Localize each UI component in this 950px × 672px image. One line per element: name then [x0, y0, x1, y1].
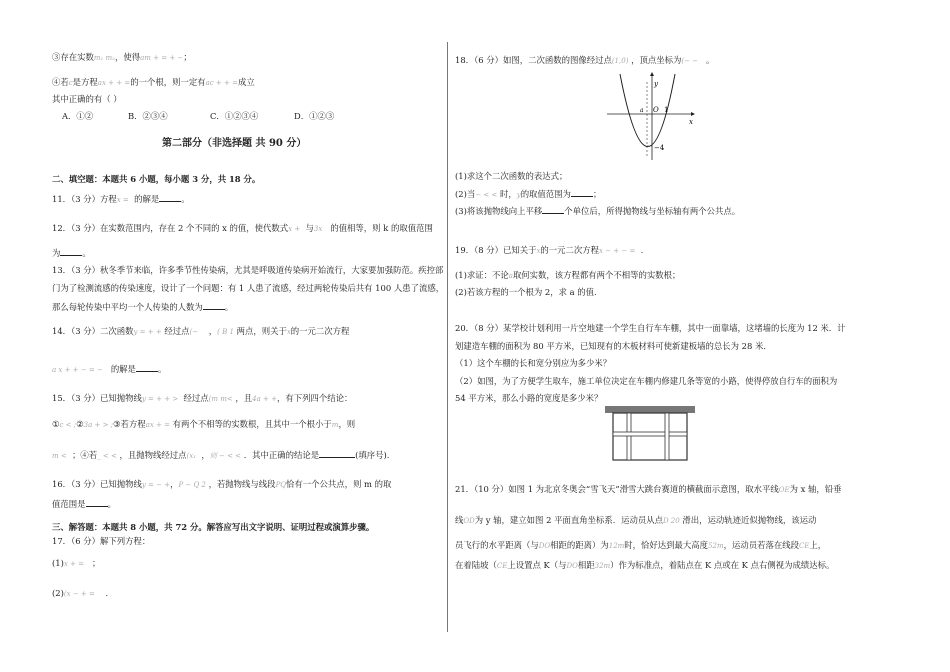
- option-c[interactable]: C．①②③④: [210, 111, 259, 121]
- answer-blank[interactable]: [571, 188, 593, 197]
- answer-blank[interactable]: [60, 247, 82, 256]
- x-axis-label: x: [689, 118, 693, 126]
- question-21-line4: 在着陆坡（CE上设置点 K（与DO相距32m）作为标准点，着陆点在 K 点或在 K 点右侧视为成绩达标。: [455, 560, 835, 570]
- question-15-line1: 15．（3 分）已知抛物线y = + + > 经过点(m m< ，且4a + +，有下列四个结论：: [52, 393, 353, 403]
- question-20-line1: 20．（8 分）某学校计划利用一片空地建一个学生自行车车棚，其中一面靠墙，这堵墙的长度为 12 米．计: [455, 323, 846, 333]
- options-row: [52, 111, 447, 122]
- section-fill-heading: 二、填空题：本题共 6 小题，每小题 3 分，共 18 分。: [52, 174, 261, 184]
- bike-shed-diagram: [605, 406, 695, 462]
- answer-blank[interactable]: [319, 449, 355, 458]
- answer-blank[interactable]: [86, 498, 108, 507]
- question-12-line1: 12．（3 分）在实数范围内，存在 2 个不同的 x 的值，使代数式x + 与3x 的值相等，则 k 的取值范围: [52, 223, 433, 233]
- column-divider: [447, 42, 448, 632]
- option-b[interactable]: B．②③④: [128, 111, 168, 121]
- question-21-line1: 21．（10 分）如图 1 为北京冬奥会“雪飞天”滑雪大跳台赛道的横截面示意图，取水平线OE为 x 轴，铅垂: [455, 484, 842, 494]
- parabola-graph: [605, 72, 695, 162]
- question-18-part1: (1)求这个二次函数的表达式；: [455, 171, 568, 181]
- a-label: a: [640, 107, 644, 114]
- question-13-line2: 门为了检测流感的传染速度，设计了一个问题：有 1 人患了流感，经过两轮传染后共有 100 人患了流感，: [52, 283, 445, 293]
- question-13-line1: 13．（3 分）秋冬季节来临，许多季节性传染病，尤其是呼吸道传染病开始流行，大家要加强防范。疾控部: [52, 265, 444, 275]
- question-12-line2: 为 。: [52, 248, 91, 258]
- question-20-part3: 54 平方米，那么小路的宽度是多少米？: [455, 393, 603, 403]
- question-19: 19．（8 分）已知关于x的一元二次方程x − + − = .: [455, 245, 644, 255]
- question-20-part2: （2）如图，为了方便学生取车，施工单位决定在车棚内修建几条等宽的小路，使得停放自行车的面积为: [455, 376, 838, 386]
- neg4-label: −4: [654, 144, 665, 152]
- origin-label: O: [653, 106, 659, 114]
- part2-title: 第二部分（非选择题 共 90 分）: [162, 138, 307, 149]
- question-20-part1: （1）这个车棚的长和宽分别应为多少米？: [455, 358, 612, 368]
- question-17-part1: (1)x + = ；: [52, 558, 101, 568]
- question-16-line2: 值范围是 。: [52, 499, 116, 509]
- shed-outline: [613, 413, 687, 460]
- question-19-part1: (1)求证：不论a取何实数，该方程都有两个不相等的实数根；: [455, 270, 681, 280]
- path-horizontal: [613, 432, 687, 436]
- question-15-line3: m < ；④若_ < < ，且抛物线经过点(x₁ ，则 − < < ．其中正确的结论是 (填序号).: [52, 450, 390, 460]
- question-21-line2: 线OD为 y 轴，建立如图 2 平面直角坐标系．运动员从点D 20 滑出，运动轨迹近似抛物线，该运动: [455, 515, 817, 525]
- question-16-line1: 16．（3 分）已知抛物线y = − +，P − Q 2 ，若抛物线与线段PQ恰有一个公共点，则 m 的取: [52, 479, 392, 489]
- question-19-part2: (2)若该方程的一个根为 2，求 a 的值.: [455, 287, 597, 297]
- option-a[interactable]: A．①②: [62, 111, 94, 121]
- question-17-part2: (2)(x − + = ．: [52, 588, 114, 598]
- question-18-part3: (3)将该抛物线向上平移 个单位后，所得抛物线与坐标轴有两个公共点。: [455, 206, 741, 216]
- answer-blank[interactable]: [136, 363, 158, 372]
- question-20-line2: 划建造车棚的面积为 80 平方米，已知现有的木板材料可使新建板墙的总长为 28 米．: [455, 341, 772, 351]
- answer-blank[interactable]: [542, 205, 564, 214]
- option-d[interactable]: D．①②③: [294, 111, 335, 121]
- question-21-line3: 员飞行的水平距离（与DO相距的距离）为12m时，恰好达到最大高度52m，运动员若落在线段CE上，: [455, 540, 827, 550]
- answer-blank[interactable]: [159, 193, 181, 202]
- question-14-line2: a x + + − = − 的解是 。: [52, 364, 167, 374]
- one-label: 1: [664, 106, 669, 114]
- question-18: 18．（6 分）如图，二次函数的图像经过点(1,0) ，顶点坐标为(− − 。: [455, 55, 715, 65]
- question-prompt: 其中正确的有（ ）: [52, 94, 122, 104]
- question-11: 11．（3 分）方程x = 的解是 。: [52, 194, 190, 204]
- statement-4: ④若c是方程ax + + =的一个根，则一定有ac + + =成立: [52, 77, 255, 87]
- question-18-part2: (2)当− < < 时，y的取值范围为 ；: [455, 189, 602, 199]
- x-arrow-icon: [691, 112, 695, 116]
- section-solve-heading: 三、解答题：本题共 8 小题，共 72 分。解答应写出文字说明、证明过程或演算步骤。: [52, 522, 375, 532]
- question-14-line1: 14．（3 分）二次函数y = + + 经过点(− ，( B 1 两点，则关于x的一元二次方程: [52, 326, 350, 336]
- path-vertical-2: [665, 413, 669, 460]
- question-15-line2: ①c < ;②3a + > ;③若方程ax + = 有两个不相等的实数根，且其中一个根小于m，则: [52, 419, 356, 429]
- y-axis-label: y: [654, 80, 658, 88]
- question-17: 17．（6 分）解下列方程：: [52, 536, 151, 546]
- answer-blank[interactable]: [203, 301, 225, 310]
- wall: [605, 406, 695, 413]
- question-13-line3: 那么每轮传染中平均一个人传染的人数为 。: [52, 302, 234, 312]
- statement-3: ③存在实数m₁ m₂，使得am + = + −；: [52, 52, 192, 62]
- path-vertical: [627, 413, 631, 460]
- y-arrow-icon: [650, 72, 654, 76]
